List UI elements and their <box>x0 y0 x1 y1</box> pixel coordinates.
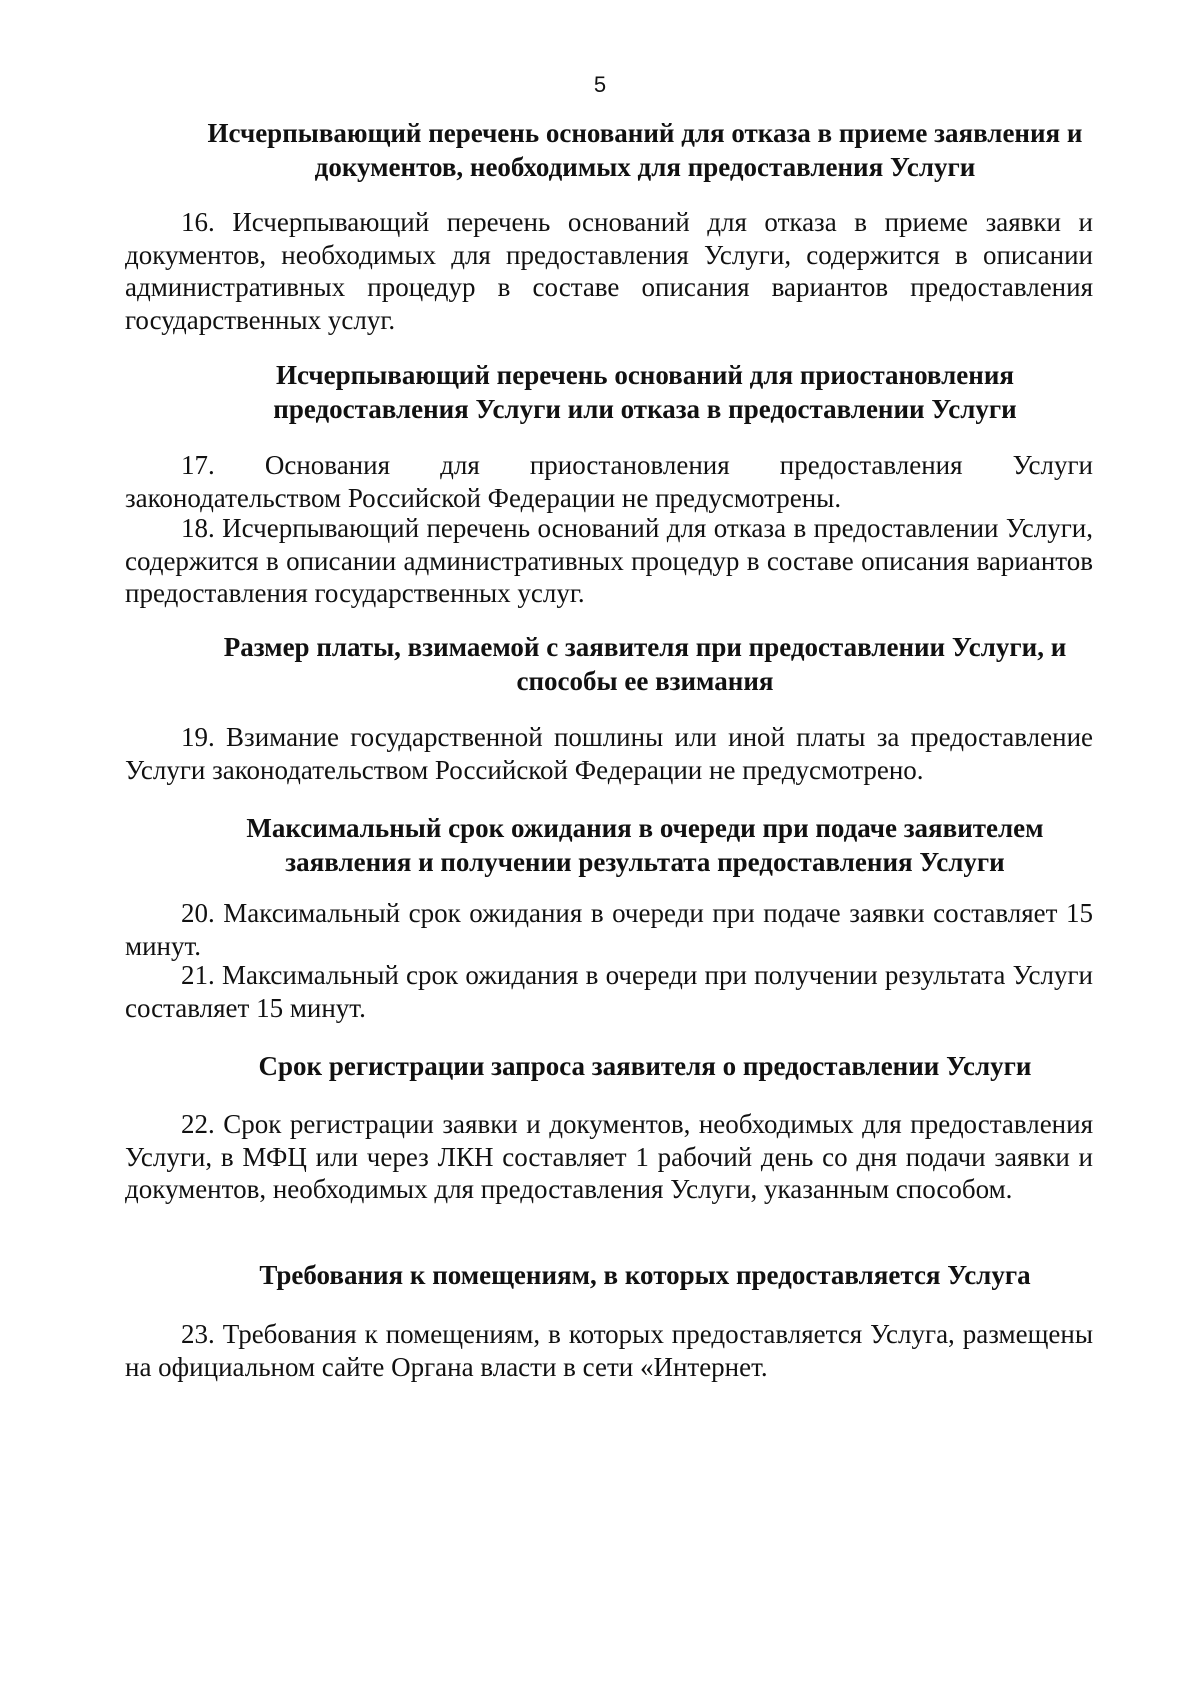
paragraph-22: 22. Срок регистрации заявки и документов, необходимых для предоставления Услуги, в МФЦ или через ЛКН составляет 1 рабочий день со дня подачи заявки и документов, необходимых для предоставления Услуги, указанным способом. <box>125 1109 1093 1204</box>
section-heading-queue-time <box>195 811 1095 879</box>
heading-line: Срок регистрации запроса заявителя о предоставлении Услуги <box>258 1051 1032 1081</box>
paragraph-17: 17. Основания для приостановления предоставления Услуги законодательством Российской Федерации не предусмотрены. <box>125 450 1093 513</box>
heading-line: документов, необходимых для предоставления Услуги <box>314 152 976 182</box>
heading-line: Исчерпывающий перечень оснований для приостановления <box>275 360 1015 390</box>
heading-line: предоставления Услуги или отказа в предоставлении Услуги <box>273 394 1017 424</box>
heading-line: заявления и получении результата предоставления Услуги <box>285 847 1005 877</box>
heading-line: Максимальный срок ожидания в очереди при подаче заявителем <box>246 813 1044 843</box>
paragraph-16: 16. Исчерпывающий перечень оснований для отказа в приеме заявки и документов, необходимых для предоставления Услуги, содержится в описании административных процедур в составе описания вариантов предоставления государственных услуг. <box>125 207 1093 335</box>
paragraph-18: 18. Исчерпывающий перечень оснований для отказа в предоставлении Услуги, содержится в описании административных процедур в составе описания вариантов предоставления государственных услуг. <box>125 513 1093 608</box>
section-heading-premises <box>195 1258 1095 1292</box>
paragraph-19: 19. Взимание государственной пошлины или иной платы за предоставление Услуги законодательством Российской Федерации не предусмотрено. <box>125 722 1093 785</box>
paragraph-20: 20. Максимальный срок ожидания в очереди при подаче заявки составляет 15 минут. <box>125 898 1093 961</box>
paragraph-21: 21. Максимальный срок ожидания в очереди при получении результата Услуги составляет 15 минут. <box>125 960 1093 1023</box>
page-number: 5 <box>593 72 607 97</box>
heading-line: способы ее взимания <box>516 666 774 696</box>
heading-line: Исчерпывающий перечень оснований для отказа в приеме заявления и <box>207 118 1083 148</box>
section-heading-registration <box>195 1049 1095 1083</box>
section-heading-suspension-refusal <box>195 358 1095 426</box>
paragraph-23: 23. Требования к помещениям, в которых предоставляется Услуга, размещены на официальном сайте Органа власти в сети «Интернет. <box>125 1319 1093 1382</box>
heading-line: Размер платы, взимаемой с заявителя при предоставлении Услуги, и <box>223 632 1067 662</box>
section-heading-fee <box>195 630 1095 698</box>
heading-line: Требования к помещениям, в которых предоставляется Услуга <box>259 1260 1031 1290</box>
section-heading-refusal-acceptance <box>195 116 1095 184</box>
